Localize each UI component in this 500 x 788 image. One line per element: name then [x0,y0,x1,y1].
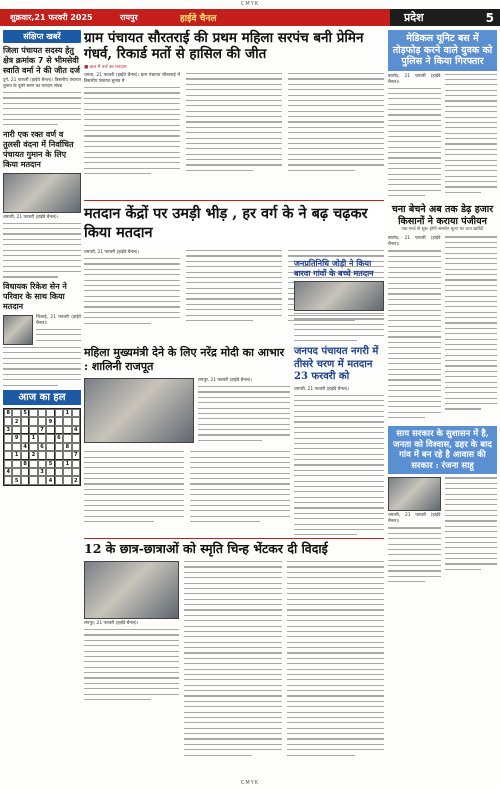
sudoku-cell [29,426,37,434]
sudoku-cell [38,409,46,417]
sudoku-cell [38,434,46,442]
sudoku-cell [55,417,63,425]
sudoku-cell [38,451,46,459]
sudoku-cell [55,476,63,484]
sudoku-cell: 7 [72,451,80,459]
sudoku-cell: 4 [72,426,80,434]
left-story2-body [3,223,81,278]
sudoku-cell: 4 [4,468,12,476]
sudoku-cell [72,443,80,451]
sudoku-cell: 9 [12,434,20,442]
sudoku-cell: 5 [46,460,54,468]
sudoku-cell [46,434,54,442]
story3 [84,346,290,526]
sudoku-cell [38,476,46,484]
sudoku-cell [12,460,20,468]
left-story1-headline: जिला पंचायत सदस्य हेतु क्षेत्र क्रमांक 7 से भीमसेवी स्वाति वर्मा ने की जीत दर्ज [3,46,80,75]
sudoku-cell [72,468,80,476]
lead-headline: ग्राम पंचायत सौरतराई की प्रथम महिला सरपंच बनी प्रेमिन गंधर्व, रिकार्ड मतों से हासिल की जीत [84,30,364,62]
left-story1-body [3,92,81,125]
story4 [294,346,384,540]
sudoku-cell: 5 [12,476,20,484]
sudoku-cell: 1 [29,434,37,442]
edition-city: रायपुर [120,13,138,22]
left-story3-text: भिलाई, 21 फरवरी (हाईवे चैनल)। [36,314,81,326]
story4-lead: धमतरी, 21 फरवरी (हाईवे चैनल)। [294,386,350,392]
sudoku-cell [55,460,63,468]
section-tab [390,9,500,26]
sudoku-cell: 2 [12,417,20,425]
sudoku-grid [3,408,81,486]
sudoku-cell: 6 [55,434,63,442]
sudoku-cell: 8 [63,443,71,451]
sudoku-cell: 6 [38,443,46,451]
left-story2-text: धमतरी, 21 फरवरी (हाईवे चैनल)। [3,214,59,220]
section-title: प्रदेश [404,11,424,24]
left-story2-photo [3,173,81,213]
left-story3-photo [3,315,33,345]
story5-headline: जनप्रतिनिधि जोड़ी ने किया बारवा गांवों के बच्चे मतदान [294,258,374,278]
story4-headline: जनपद पंचायत नगरी में तीसरे चरण में मतदान 23 फरवरी को [294,346,379,382]
lead-story [84,30,384,178]
sudoku-cell [21,417,29,425]
sudoku-cell [63,451,71,459]
puzzle-title: आज का हल [3,390,81,405]
sudoku-cell [63,476,71,484]
left-story3-body [3,347,81,386]
right-story2-text: बालोद, 21 फरवरी (हाईवे चैनल)। [388,236,441,248]
sudoku-cell [12,426,20,434]
right-story3-headline: साय सरकार के सुशासन में है, जनता को विश्वास, ढहर के बाद गांव में बन रहे है आवास की सरकार : रंजना साहू [388,426,497,474]
masthead-bar [0,9,390,26]
sudoku-cell: 4 [21,443,29,451]
lead-story-text: धमधा, 21 फरवरी (हाईवे चैनल)। ग्राम पंचायत सौरतराई में त्रिस्तरीय पंचायत चुनाव में [84,73,180,84]
sudoku-cell [4,417,12,425]
sudoku-cell [29,476,37,484]
sudoku-cell: 9 [46,417,54,425]
sudoku-cell: 2 [72,476,80,484]
story3-headline: महिला मुख्यमंत्री देने के लिए नरेंद्र मोदी का आभार : शालिनी राजपूत [84,346,285,373]
sudoku-cell [29,468,37,476]
sudoku-cell [72,409,80,417]
sudoku-cell [63,417,71,425]
left-column [3,30,81,776]
sudoku-cell [21,451,29,459]
print-mark-top: CMYK [240,1,260,7]
story5-photo [294,281,384,311]
right-lead-headline: मेडिकल यूनिट बस में तोड़फोड़ करने वाले युवक को पुलिस ने किया गिरफ्तार [388,30,497,71]
sudoku-cell [29,417,37,425]
sudoku-cell [63,434,71,442]
sudoku-cell [4,443,12,451]
sudoku-cell: 4 [46,476,54,484]
lead-story-columns [84,73,384,178]
story2-header [84,200,384,246]
page-number: 5 [485,10,494,25]
right-lead-text: बालोद, 21 फरवरी (हाईवे चैनल)। [388,73,441,85]
right-column [388,30,497,776]
story3-photo [84,378,194,443]
story6-photo [84,561,179,619]
sudoku-cell [55,426,63,434]
story6-headline: 12 के छात्र-छात्राओं को स्मृति चिन्ह भेंटकर दी विदाई [84,541,328,556]
sudoku-cell: 5 [21,409,29,417]
sudoku-cell [72,434,80,442]
sudoku-cell: 1 [12,451,20,459]
sudoku-cell [29,460,37,468]
story2-lead: धमतरी, 21 फरवरी (हाईवे चैनल)। [84,250,140,255]
sudoku-cell [55,451,63,459]
sudoku-cell [4,460,12,468]
sudoku-cell [12,443,20,451]
sudoku-cell [46,426,54,434]
sudoku-cell [72,417,80,425]
sudoku-cell [38,460,46,468]
right-story3-text: धमतरी, 21 फरवरी (हाईवे चैनल)। [388,513,441,525]
sudoku-cell [29,443,37,451]
sudoku-cell [55,468,63,476]
left-story3-headline: विधायक रिकेश सेन ने परिवार के साथ किया मतदान [3,281,67,311]
sudoku-cell [46,468,54,476]
brief-news-box-title: संक्षिप्त खबरें [3,30,81,43]
sudoku-cell [4,434,12,442]
story2-headline: मतदान केंद्रों पर उमड़ी भीड़ , हर वर्ग के ने बढ़ चढ़कर किया मतदान [84,205,368,241]
sudoku-cell: 2 [29,451,37,459]
issue-date: शुक्रवार,21 फरवरी 2025 [10,13,93,22]
story6-lead: रायपुर, 21 फरवरी (हाईवे चैनल)। [84,621,139,626]
right-story2-subhead: एक मार्च से शुरू होगी समर्थन मूल्य पर चना खरीदी [401,227,484,233]
print-mark-bottom: CMYK [240,780,260,786]
sudoku-cell [46,451,54,459]
sudoku-cell [21,426,29,434]
story3-lead: रायपुर, 21 फरवरी (हाईवे चैनल)। [198,378,253,383]
sudoku-cell [55,443,63,451]
sudoku-cell [63,468,71,476]
sudoku-cell: 8 [21,460,29,468]
sudoku-cell: 7 [38,426,46,434]
story6 [84,538,384,760]
sudoku-cell [21,468,29,476]
sudoku-cell: 3 [38,468,46,476]
sudoku-cell [29,409,37,417]
sudoku-cell [21,476,29,484]
sudoku-cell [72,460,80,468]
sudoku-cell: 8 [4,409,12,417]
sudoku-cell [12,409,20,417]
paper-brand: हाईवे चैनल [180,14,217,24]
sudoku-cell [46,443,54,451]
right-story3-photo [388,477,441,511]
left-story2-headline: नारी एक रक्त वर्ण व तुलसी वंदना में निर्वाचित पंचायत गुमान के लिए किया मतदान [3,129,74,169]
sudoku-cell [4,451,12,459]
left-story1-text: दुर्ग, 21 फरवरी (हाईवे चैनल)। त्रिस्तरीय पंचायत चुनाव के दूसरे चरण का मतदान संपन्न [3,78,81,89]
right-story2-headline: चना बेचने अब तक डेढ़ हजार किसानों ने कराया पंजीयन [391,204,494,227]
sudoku-cell: 1 [63,409,71,417]
sudoku-cell [4,476,12,484]
lead-byline: ■ कल में तर्ज का मतदान [84,65,127,70]
sudoku-cell [55,409,63,417]
sudoku-cell [12,468,20,476]
sudoku-cell [38,417,46,425]
sudoku-cell [63,426,71,434]
sudoku-cell [46,409,54,417]
sudoku-cell [21,434,29,442]
sudoku-cell: 3 [4,426,12,434]
story5 [294,258,384,345]
sudoku-cell: 1 [63,460,71,468]
